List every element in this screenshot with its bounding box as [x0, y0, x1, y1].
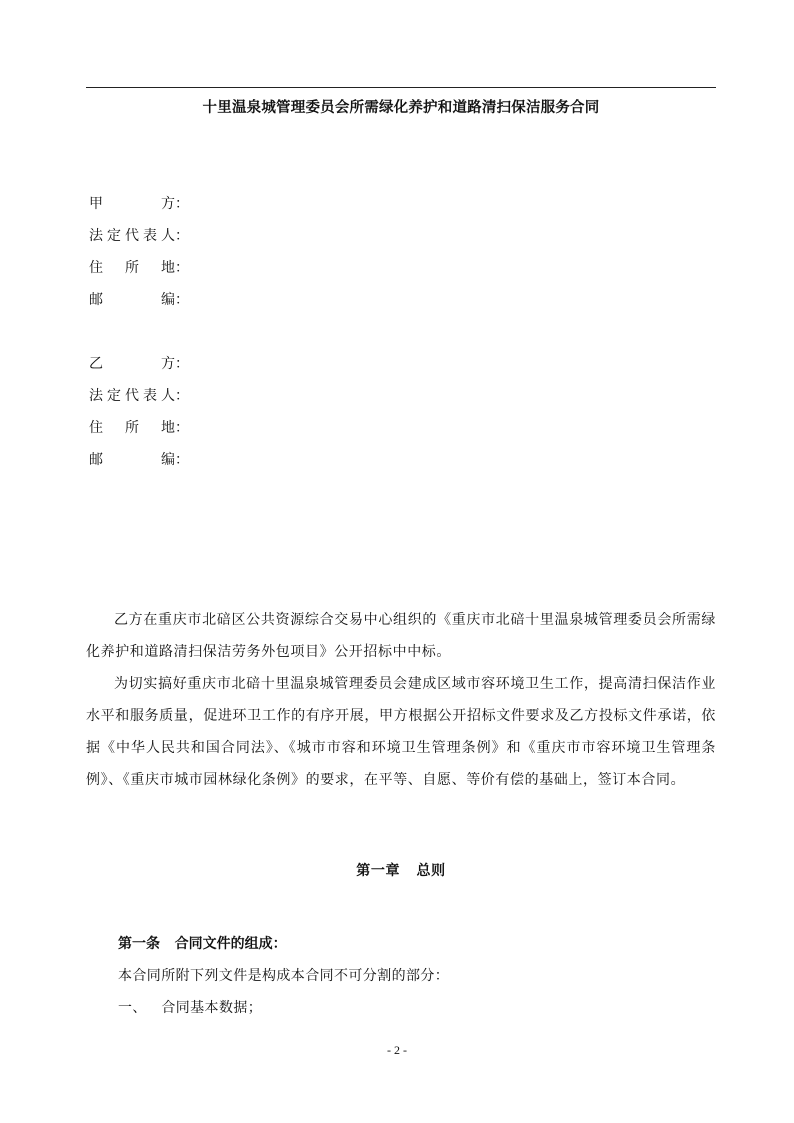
party-a-address-field [89, 252, 389, 284]
legal-representative-label: 法定代表人 [89, 228, 175, 244]
party-b-block [89, 348, 389, 476]
colon: ： [175, 292, 189, 308]
party-b-postcode-field [89, 444, 389, 476]
party-b-representative-field [89, 380, 389, 412]
party-a-block [89, 188, 389, 316]
colon: ： [175, 452, 189, 468]
list-item: 一、 合同基本数据； [118, 1000, 263, 1016]
colon: ： [175, 388, 189, 404]
legal-representative-label: 法定代表人 [89, 388, 175, 404]
chapter-heading: 第一章 总则 [356, 863, 446, 879]
party-a-label: 甲方 [89, 196, 175, 212]
page-number: - 2 - [387, 1043, 407, 1057]
postcode-label: 邮编 [89, 292, 175, 308]
article-heading: 第一条 合同文件的组成： [118, 936, 287, 952]
party-a-postcode-field [89, 284, 389, 316]
postcode-label: 邮编 [89, 452, 175, 468]
document-title: 十里温泉城管理委员会所需绿化养护和道路清扫保洁服务合同 [202, 100, 600, 116]
party-b-name-field [89, 348, 389, 380]
colon: ： [175, 260, 189, 276]
article-1 [86, 928, 716, 1024]
party-a-name-field [89, 188, 389, 220]
header-rule [86, 87, 716, 88]
address-label: 住所地 [89, 260, 175, 276]
preamble [86, 604, 716, 796]
colon: ： [175, 196, 189, 212]
colon: ： [175, 420, 189, 436]
party-a-representative-field [89, 220, 389, 252]
colon: ： [175, 228, 189, 244]
paragraph: 为切实搞好重庆市北碚十里温泉城管理委员会建成区域市容环境卫生工作，提高清扫保洁作业水平和服务质量，促进环卫工作的有序开展，甲方根据公开招标文件要求及乙方投标文件承诺，依据《中华人民共和国合同法》、《城市市容和环境卫生管理条例》和《重庆市市容环境卫生管理条例》、《重庆市城市园林绿化条例》的要求，在平等、自愿、等价有偿的基础上，签订本合同。 [86, 676, 716, 788]
address-label: 住所地 [89, 420, 175, 436]
paragraph: 乙方在重庆市北碚区公共资源综合交易中心组织的《重庆市北碚十里温泉城管理委员会所需绿化养护和道路清扫保洁劳务外包项目》公开招标中中标。 [86, 612, 716, 660]
party-b-address-field [89, 412, 389, 444]
party-b-label: 乙方 [89, 356, 175, 372]
colon: ： [175, 356, 189, 372]
article-intro: 本合同所附下列文件是构成本合同不可分割的部分： [118, 968, 450, 984]
